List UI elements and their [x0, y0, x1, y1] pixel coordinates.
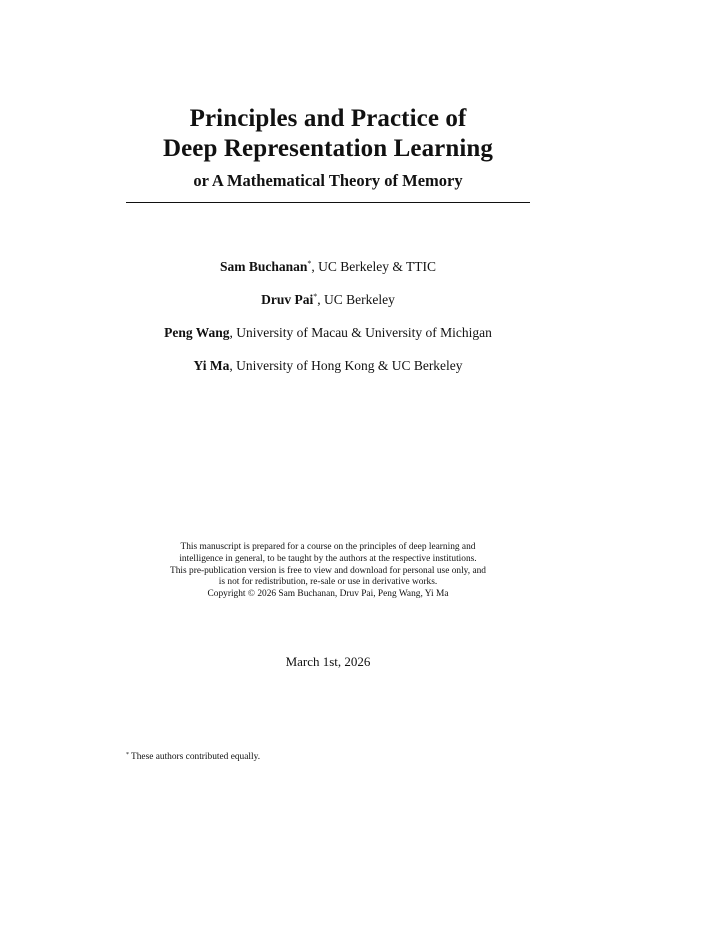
manuscript-notice: [120, 542, 536, 601]
title-block: [126, 104, 530, 192]
title-line-2: Deep Representation Learning: [162, 135, 494, 162]
notice-line: is not for redistribution, re-sale or use in derivative works.: [218, 577, 438, 588]
author-list: [100, 258, 556, 390]
author-name: Druv Pai: [261, 292, 314, 307]
equal-contribution-mark: *: [313, 292, 318, 301]
title-rule: [126, 202, 530, 203]
author-name: Yi Ma: [193, 358, 230, 373]
author-affiliation: , UC Berkeley & TTIC: [311, 259, 437, 274]
copyright-line: Copyright © 2026 Sam Buchanan, Druv Pai, Peng Wang, Yi Ma: [207, 589, 449, 600]
footnote: [126, 751, 530, 763]
author-line: [100, 357, 556, 390]
author-name: Sam Buchanan: [219, 259, 308, 274]
footnote-mark: *: [126, 752, 129, 758]
notice-line: This manuscript is prepared for a course on the principles of deep learning and: [180, 542, 476, 552]
author-line: [100, 324, 556, 357]
equal-contribution-mark: *: [307, 259, 312, 268]
author-name: Peng Wang: [164, 325, 230, 340]
author-affiliation: , UC Berkeley: [317, 292, 395, 307]
subtitle: or A Mathematical Theory of Memory: [193, 171, 463, 190]
footnote-text: These authors contributed equally.: [131, 752, 261, 762]
author-affiliation: , University of Macau & University of Michigan: [229, 325, 492, 340]
publication-date: March 1st, 2026: [285, 654, 371, 669]
notice-line: This pre-publication version is free to view and download for personal use only, and: [170, 565, 486, 576]
notice-line: intelligence in general, to be taught by the authors at the respective institutions.: [179, 553, 477, 564]
author-line: [100, 258, 556, 291]
title-line-1: Principles and Practice of: [189, 105, 467, 132]
author-affiliation: , University of Hong Kong & UC Berkeley: [229, 358, 463, 373]
author-line: [100, 291, 556, 324]
